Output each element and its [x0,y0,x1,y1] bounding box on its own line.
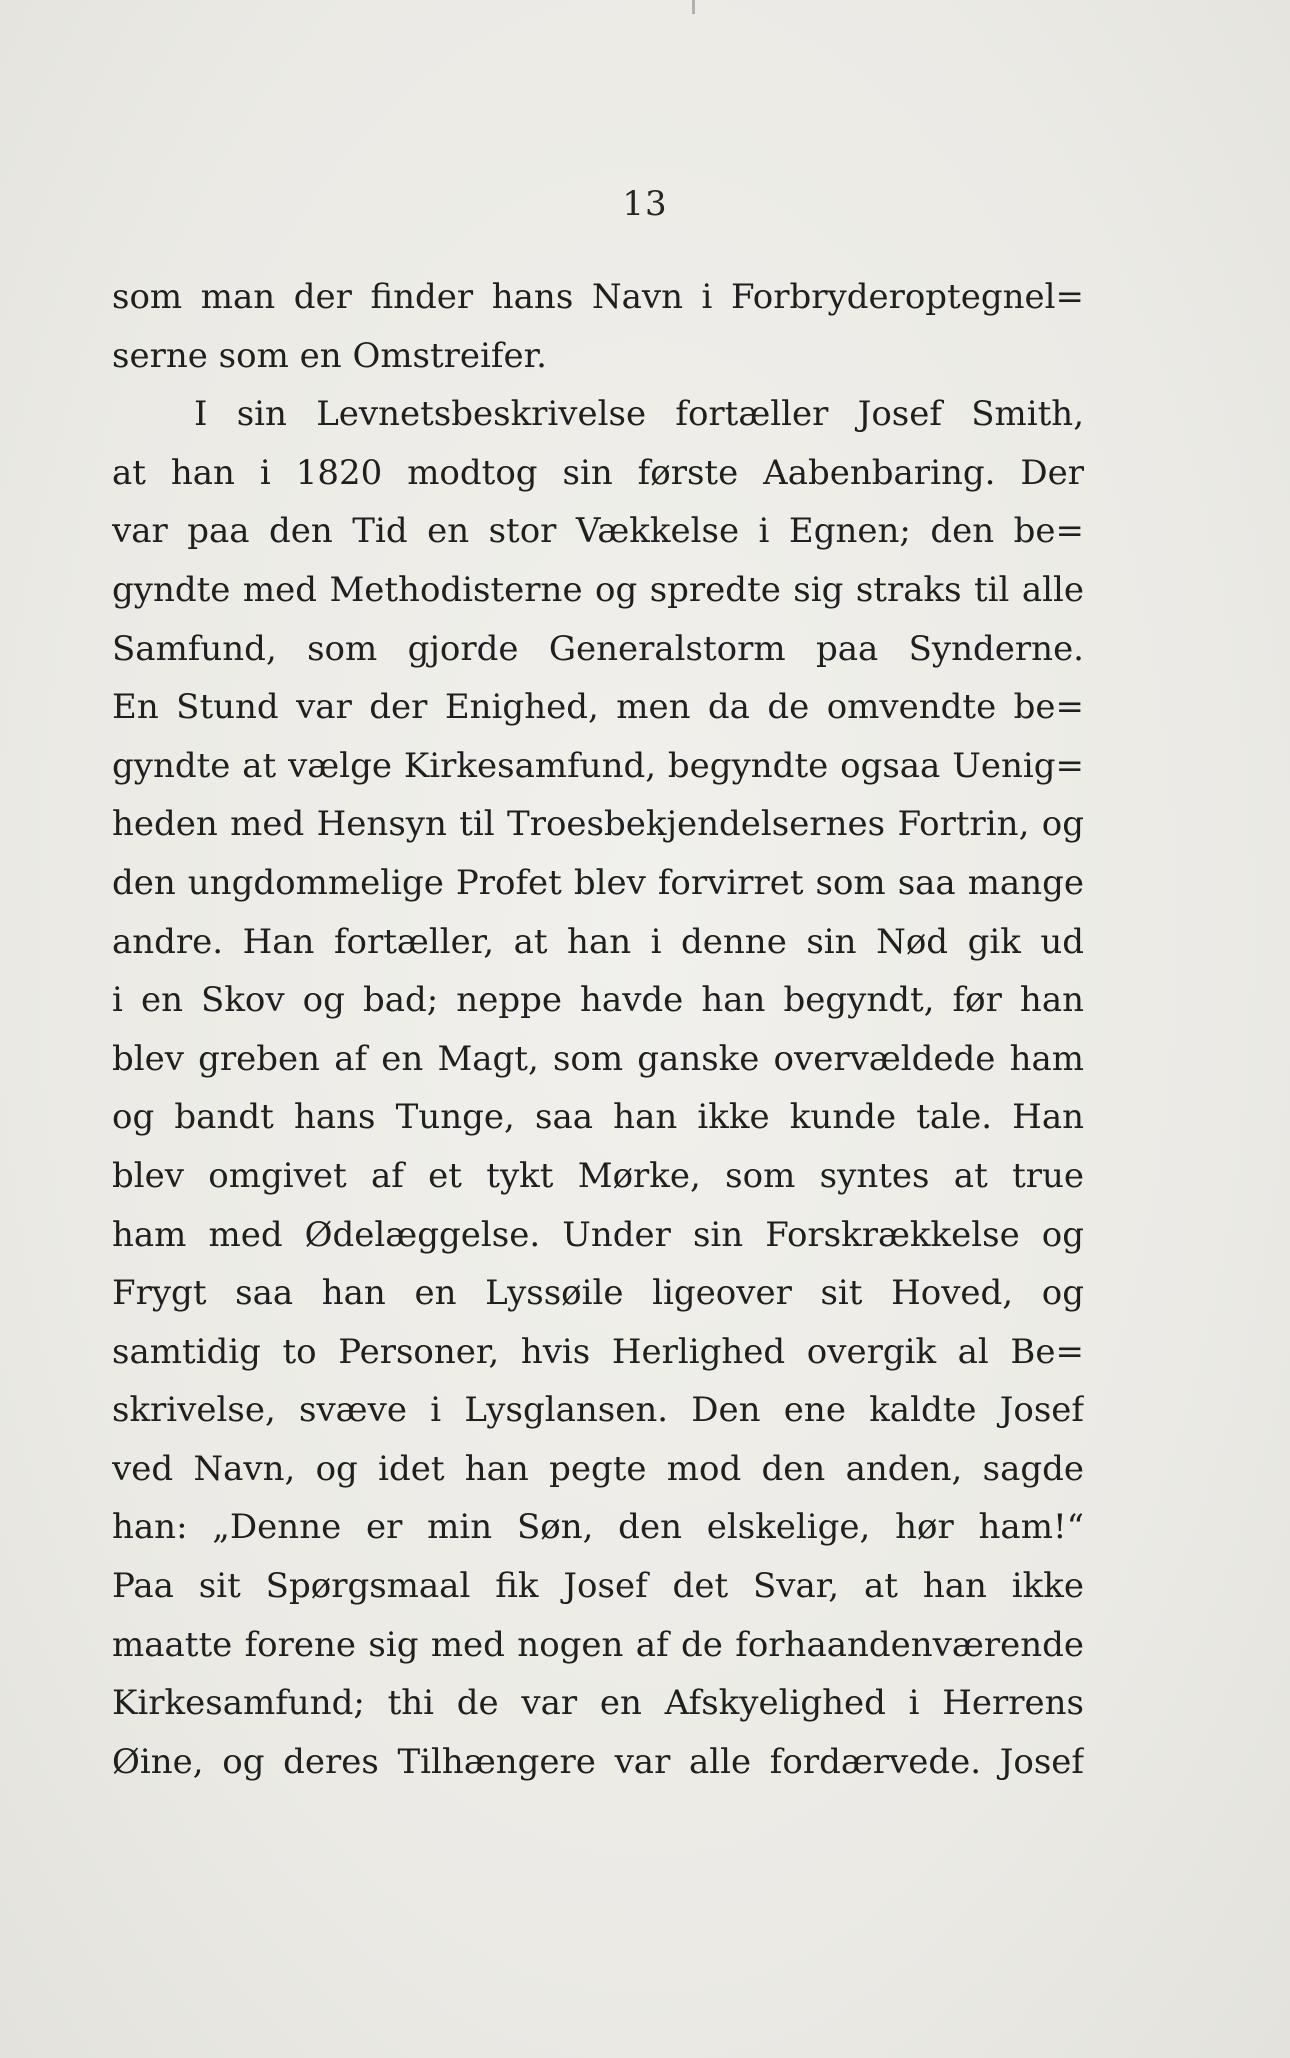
text-line: En Stund var der Enighed, men da de omvendte be= [112,687,1084,728]
text-line: maatte forene sig med nogen af de forhaandenværende [112,1624,1084,1665]
text-line: I sin Levnetsbeskrivelse fortæller Josef Smith, [194,394,1084,435]
text-line: at han i 1820 modtog sin første Aabenbaring. Der [112,452,1084,493]
text-line: andre. Han fortæller, at han i denne sin Nød gik ud [112,921,1084,962]
text-line: gyndte med Methodisterne og spredte sig straks til alle [112,569,1084,610]
text-line: samtidig to Personer, hvis Herlighed overgik al Be= [112,1331,1084,1372]
body-text [112,268,1084,1791]
text-line: Frygt saa han en Lyssøile ligeover sit Hoved, og [112,1273,1084,1314]
page-number: 13 [622,184,668,224]
text-line: Samfund, som gjorde Generalstorm paa Synderne. [112,628,1084,669]
text-line: som man der finder hans Navn i Forbryderoptegnel= [112,277,1084,317]
text-line: og bandt hans Tunge, saa han ikke kunde tale. Han [112,1097,1084,1138]
text-line: den ungdommelige Profet blev forvirret som saa mange [112,862,1084,903]
text-line: Øine, og deres Tilhængere var alle fordærvede. Josef [112,1741,1084,1782]
text-line: serne som en Omstreifer. [112,335,547,376]
text-line: i en Skov og bad; neppe havde han begyndt, før han [112,980,1084,1021]
text-line: heden med Hensyn til Troesbekjendelsernes Fortrin, og [112,804,1084,845]
text-line: skrivelse, svæve i Lysglansen. Den ene kaldte Josef [112,1390,1084,1431]
text-line: Kirkesamfund; thi de var en Afskyelighed i Herrens [112,1683,1084,1724]
text-line: blev greben af en Magt, som ganske overvældede ham [112,1038,1084,1079]
text-line: var paa den Tid en stor Vækkelse i Egnen; den be= [112,511,1084,552]
text-line: ham med Ødelæggelse. Under sin Forskrækkelse og [112,1214,1084,1255]
text-line: gyndte at vælge Kirkesamfund, begyndte ogsaa Uenig= [112,745,1084,786]
text-line: Paa sit Spørgsmaal fik Josef det Svar, at han ikke [112,1566,1084,1607]
text-line: han: „Denne er min Søn, den elskelige, hør ham!“ [112,1507,1084,1548]
scan-mark [692,0,695,14]
text-line: ved Navn, og idet han pegte mod den anden, sagde [112,1448,1084,1489]
text-line: blev omgivet af et tykt Mørke, som syntes at true [112,1155,1084,1196]
